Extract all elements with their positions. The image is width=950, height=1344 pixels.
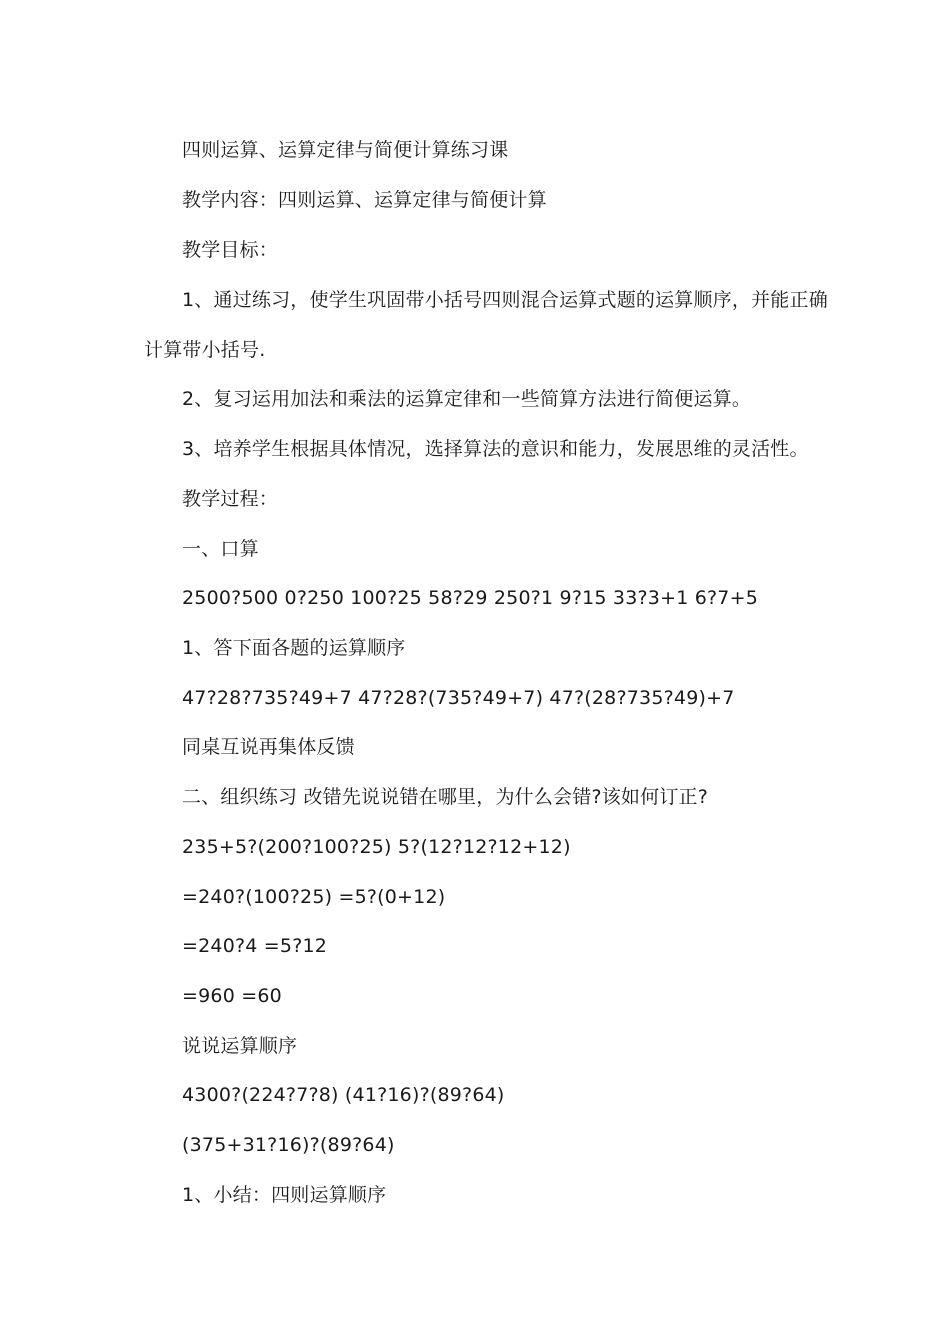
section-oral-calc: 一、口算	[182, 538, 259, 560]
oral-calc-problems: 2500?500 0?250 100?25 58?29 250?1 9?15 33?3+1 6?7+5	[182, 587, 758, 609]
peer-feedback: 同桌互说再集体反馈	[182, 736, 355, 758]
teaching-content: 教学内容：四则运算、运算定律与简便计算	[182, 189, 547, 211]
correction-step-3: =960 =60	[182, 985, 282, 1007]
explain-order: 说说运算顺序	[182, 1035, 298, 1057]
summary: 1、小结：四则运算顺序	[182, 1184, 387, 1206]
goal-3: 3、培养学生根据具体情况，选择算法的意识和能力，发展思维的灵活性。	[182, 438, 809, 460]
goal-1-continued: 计算带小括号.	[144, 339, 266, 361]
goal-2: 2、复习运用加法和乘法的运算定律和一些简算方法进行简便运算。	[182, 388, 752, 410]
doc-title: 四则运算、运算定律与简便计算练习课	[182, 139, 509, 161]
explain-problems-2: (375+31?16)?(89?64)	[182, 1134, 395, 1156]
goal-1: 1、通过练习，使学生巩固带小括号四则混合运算式题的运算顺序，并能正确	[182, 289, 828, 311]
teaching-process-heading: 教学过程：	[182, 488, 279, 510]
correction-step-2: =240?4 =5?12	[182, 935, 328, 957]
order-question: 1、答下面各题的运算顺序	[182, 637, 406, 659]
teaching-goals-heading: 教学目标：	[182, 239, 279, 261]
order-problems: 47?28?735?49+7 47?28?(735?49+7) 47?(28?735?49)+7	[182, 687, 735, 709]
correction-step-1: =240?(100?25) =5?(0+12)	[182, 886, 446, 908]
section-practice: 二、组织练习 改错先说说错在哪里，为什么会错?该如何订正?	[182, 786, 709, 808]
correction-problems: 235+5?(200?100?25) 5?(12?12?12+12)	[182, 836, 571, 858]
explain-problems-1: 4300?(224?7?8) (41?16)?(89?64)	[182, 1084, 505, 1106]
